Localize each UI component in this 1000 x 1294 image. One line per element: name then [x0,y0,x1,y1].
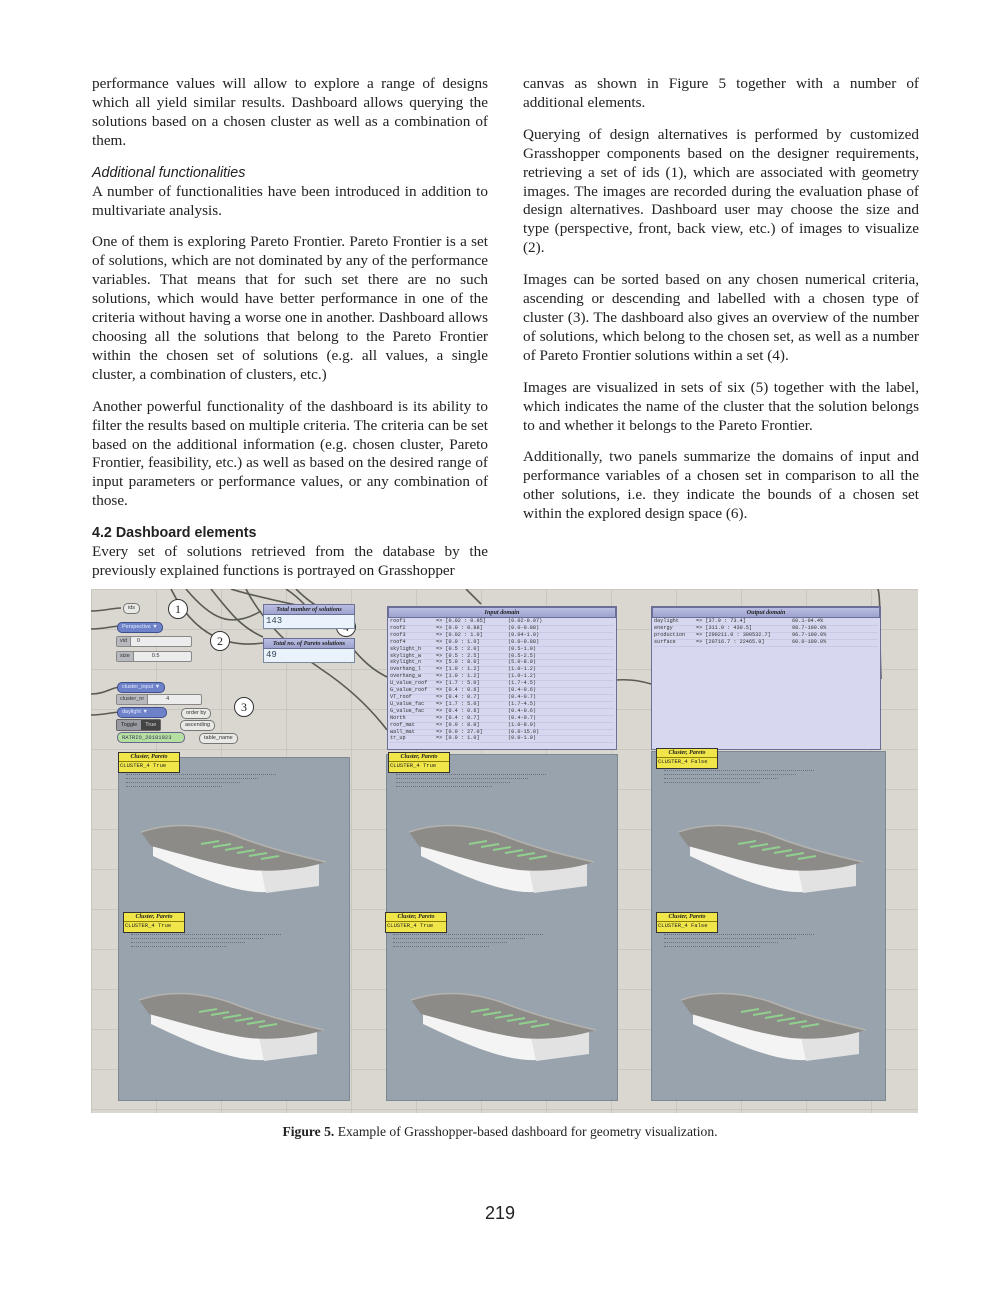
metadata-text-line [131,942,245,944]
cluster-label-title: Cluster, Pareto [389,753,449,762]
paragraph: Images are visualized in sets of six (5) together with the label, which indicates the name of the cluster that the solution belongs to and whether it belongs to the Pareto Frontier. [523,378,919,434]
cluster-label-title: Cluster, Pareto [657,913,717,922]
metadata-text-line [393,942,507,944]
cluster-label-value: CLUSTER_4 True [390,762,437,769]
metadata-text-line [393,934,543,936]
subsection-heading: Additional functionalities [92,164,246,181]
building-render-image [139,982,329,1077]
figure-caption [0,1124,1000,1140]
variable-name: U_value_fac [390,700,425,707]
chevron-down-icon: ▼ [152,624,158,630]
global-range: (0.5-1.0) [508,645,537,652]
variable-name: U_value_roof [390,680,428,687]
cluster-nr-slider[interactable] [116,694,202,705]
cluster-label-value: CLUSTER_4 False [658,758,708,765]
metadata-text-line [393,938,525,940]
sort-criteria-dropdown[interactable] [117,707,167,718]
cluster-label-value: CLUSTER_4 True [125,922,172,929]
total-solutions-panel [263,604,355,629]
right-column [523,75,919,537]
set-range: => [0.0 : 8.0] [436,721,480,728]
variable-name: overhang_l [390,666,422,673]
global-range: (0.04-1.0) [508,631,540,638]
cluster-label-title: Cluster, Pareto [657,749,717,758]
metadata-text-line [396,774,546,776]
domain-row [390,660,614,667]
set-range: => [311.9 : 430.5] [696,624,753,631]
domain-row [390,667,614,674]
domain-row [654,633,878,640]
cluster-label-value: CLUSTER_4 True [387,922,434,929]
set-range: => [0.0 : 1.0] [436,638,480,645]
caption-text: Example of Grasshopper-based dashboard for geometry visualization. [334,1124,718,1139]
variable-name: roof3 [390,631,406,638]
domain-row [390,716,614,723]
domain-row [390,640,614,647]
variable-name: G_value_roof [390,687,428,694]
metadata-text-line [396,786,492,788]
global-range: 60.0-100.0% [792,638,827,645]
global-range: (0.5-2.5) [508,652,537,659]
variable-name: roof4 [390,638,406,645]
callout-1: 1 [168,599,188,619]
metadata-text-line [126,786,222,788]
set-range: => [0.0 : 1.0] [436,735,480,742]
ids-param[interactable]: ids [123,603,140,614]
metadata-text-line [131,938,263,940]
caption-label: Figure 5. [282,1124,335,1139]
input-domain-panel [387,606,617,750]
global-range: (0.4-0.6) [508,707,537,714]
set-range: => [37.9 : 73.4] [696,618,746,624]
cluster-label [388,752,450,773]
domain-row [390,688,614,695]
metadata-text-line [131,946,227,948]
domain-row [390,723,614,730]
variable-name: North [390,714,406,721]
cluster-label [123,912,185,933]
metadata-text-line [393,946,489,948]
slider-label: cluster_nr [117,695,148,704]
variable-name: wall_mat [390,728,415,735]
set-range: => [0.5 : 2.5] [436,652,480,659]
set-range: => [0.4 : 0.7] [436,714,480,721]
size-slider[interactable] [116,651,192,662]
panel-title: Total no. of Pareto solutions [263,638,355,649]
metadata-text-line [664,946,760,948]
variable-name: skylight_w [390,652,422,659]
table-name-value[interactable]: RATRIO_20181023 [117,732,185,743]
set-range: => [0.02 : 1.0] [436,631,483,638]
domain-row [390,730,614,737]
cluster-label-value: CLUSTER_4 False [658,922,708,929]
variable-name: roof1 [390,618,406,624]
variable-name: roof2 [390,624,406,631]
variable-name: energy [654,624,673,631]
variable-name: daylight [654,618,679,624]
metadata-text-line [126,782,240,784]
variable-name: roof_mat [390,721,415,728]
global-range: (0.4-0.7) [508,693,537,700]
paragraph: Querying of design alternatives is performed by customized Grasshopper components based on the designer requirements, retrieving a set of ids (1), which are associated with geometry images. The images are recorded during the evaluation phase of design alternatives. Dashboard user may choose the size and type (perspective, front, back view, etc.) of images to visualize (2). [523,125,919,257]
callout-2: 2 [210,631,230,651]
set-range: => [1.7 : 5.0] [436,680,480,687]
cluster-input-value: cluster_input [122,684,154,690]
total-solutions-value: 143 [263,615,355,629]
paragraph: One of them is exploring Pareto Frontier. Pareto Frontier is a set of solutions, which are not dominated by any of the performance variables. That means that for such set there are no such solutions, which would have better performance in one of the criteria without having a worse one in another. Dashboard allows choosing all the solutions that belong to the Pareto Frontier within the chosen set of solutions (e.g. all values, a single cluster, a combination of clusters, etc.) [92,233,488,383]
paragraph: Every set of solutions retrieved from the database by the previously explained functions is portrayed on Grasshopper [92,543,488,580]
wire [91,608,121,611]
metadata-text-line [664,938,796,940]
wire [466,589,481,604]
sort-criteria-value: daylight [122,709,141,715]
ascending-param[interactable]: ascending [180,720,215,731]
variable-name: production [654,631,686,638]
domain-row [390,654,614,661]
building-render-image [409,814,599,909]
domain-row [654,640,878,647]
output-domain-rows [652,618,880,648]
variable-name: G_value_fac [390,707,425,714]
global-range: (1.7-4.5) [508,700,537,707]
panel-title: Input domain [388,607,616,618]
variable-name: overhang_w [390,673,422,680]
building-render-image [681,982,871,1077]
metadata-text-line [126,774,276,776]
domain-row [390,626,614,633]
domain-row [654,619,878,626]
global-range: 60.1-94.4% [792,618,824,624]
cluster-label-title: Cluster, Pareto [124,913,184,922]
global-range: (0.4-0.6) [508,687,537,694]
panel-title: Output domain [652,607,880,618]
pareto-solutions-value: 49 [263,649,355,663]
wire [616,680,651,684]
set-range: => [0.4 : 0.7] [436,693,480,700]
global-range: (0.0-15.0) [508,728,540,735]
cluster-label-value: CLUSTER_4 True [120,762,167,769]
metadata-text-line [664,770,814,772]
cluster-label [656,748,718,769]
callout-3: 3 [234,697,254,717]
cluster-label [656,912,718,933]
global-range: (1.7-4.5) [508,680,537,687]
variable-name: skylight_h [390,645,422,652]
ascending-toggle[interactable] [116,719,161,731]
set-range: => [0.4 : 0.6] [436,707,480,714]
metadata-text-line [664,782,760,784]
set-range: => [1.0 : 1.2] [436,673,480,680]
toggle-value: True [141,720,160,730]
domain-row [390,709,614,716]
domain-row [390,633,614,640]
variable-name: surface [654,638,676,645]
paragraph: Another powerful functionality of the dashboard is its ability to filter the results based on multiple criteria. The criteria can be set based on the additional information (e.g. chosen cluster, Pareto Frontier, feasibility, etc.) as well as based on the desired range of input parameters or performance values, or any combination of those. [92,397,488,510]
metadata-text-line [664,942,778,944]
slider-value: 4 [166,696,170,702]
metadata-text-line [664,778,778,780]
building-render-image [411,982,601,1077]
pareto-solutions-panel [263,638,355,663]
variable-name: VT_roof [390,693,412,700]
slider-value: 0.5 [151,653,160,659]
global-range: (0.0-0.88) [508,638,540,645]
figure-grasshopper-dashboard [91,589,918,1113]
global-range: 98.7-100.0% [792,624,827,631]
metadata-text-line [396,778,528,780]
variable-name: skylight_n [390,659,422,666]
section-heading: 4.2 Dashboard elements [92,525,257,542]
metadata-text-line [396,782,510,784]
metadata-text-line [126,778,258,780]
cluster-input-dropdown[interactable] [117,682,165,693]
global-range: 96.7-100.0% [792,631,827,638]
paragraph: A number of functionalities have been introduced in addition to multivariate analysis. [92,182,488,219]
chevron-down-icon: ▼ [142,709,148,715]
set-range: => [0.0 : 0.88] [436,624,483,631]
cluster-label [385,912,447,933]
table-name-param[interactable]: table_name [199,733,238,744]
set-range: => [20716.7 : 22465.9] [696,638,765,645]
page-number: 219 [484,1203,516,1223]
global-range: (1.0-1.2) [508,673,537,680]
cluster-label-title: Cluster, Pareto [386,913,446,922]
set-range: => [290211.0 : 300532.7] [696,631,771,638]
paragraph: Additionally, two panels summarize the domains of input and performance variables of a chosen set in comparison to all the other solutions, i.e. they indicate the bounds of a chosen set within the explored design space (6). [523,448,919,523]
view-type-value: Perspective [122,624,151,630]
metadata-text-line [664,774,796,776]
domain-row [390,736,614,743]
set-range: => [1.7 : 5.0] [436,700,480,707]
metadata-text-line [664,934,814,936]
global-range: (5.0-8.0) [508,659,537,666]
building-render-image [678,814,868,909]
metadata-text-line [131,934,281,936]
view-type-dropdown[interactable] [117,622,163,633]
order-by-param[interactable]: order by [181,708,211,719]
cluster-label-title: Cluster, Pareto [119,753,179,762]
toggle-label: Toggle [121,722,138,728]
global-range: (0.02-0.97) [508,618,543,624]
set-range: => [0.5 : 2.0] [436,645,480,652]
left-column [92,75,488,581]
domain-row [390,647,614,654]
paragraph: Images can be sorted based on any chosen numerical criteria, ascending or descending and labelled with a chosen type of cluster (3). The dashboard also gives an overview of the number of solutions, which belong to the chosen set, as well as a number of Pareto Frontier solutions within a set (4). [523,271,919,364]
global-range: (0.0-0.88) [508,624,540,631]
set-range: => [1.0 : 1.2] [436,666,480,673]
domain-row [390,619,614,626]
set-range: => [0.0 : 27.0] [436,728,483,735]
slider-label: size [117,652,134,661]
input-domain-rows [388,618,616,744]
cluster-label [118,752,180,773]
variable-name: tr_up [390,735,406,742]
global-range: (1.0-8.0) [508,721,537,728]
panel-title: Total number of solutions [263,604,355,615]
set-range: => [0.4 : 0.6] [436,687,480,694]
chevron-down-icon: ▼ [154,684,161,690]
slider-label: vid [117,637,131,646]
global-range: (0.4-0.7) [508,714,537,721]
paragraph: performance values will allow to explore a range of designs which all yield similar results. Dashboard allows querying the solutions based on a chosen cluster as well as a combination of them. [92,75,488,149]
paragraph: canvas as shown in Figure 5 together with a number of additional elements. [523,75,919,111]
set-range: => [0.02 : 0.95] [436,618,486,624]
vid-slider[interactable] [116,636,192,647]
global-range: (0.0-1.0) [508,735,537,742]
global-range: (1.0-1.2) [508,666,537,673]
slider-value: 0 [137,638,141,644]
output-domain-panel [651,606,881,750]
building-render-image [141,814,331,909]
set-range: => [5.0 : 8.0] [436,659,480,666]
